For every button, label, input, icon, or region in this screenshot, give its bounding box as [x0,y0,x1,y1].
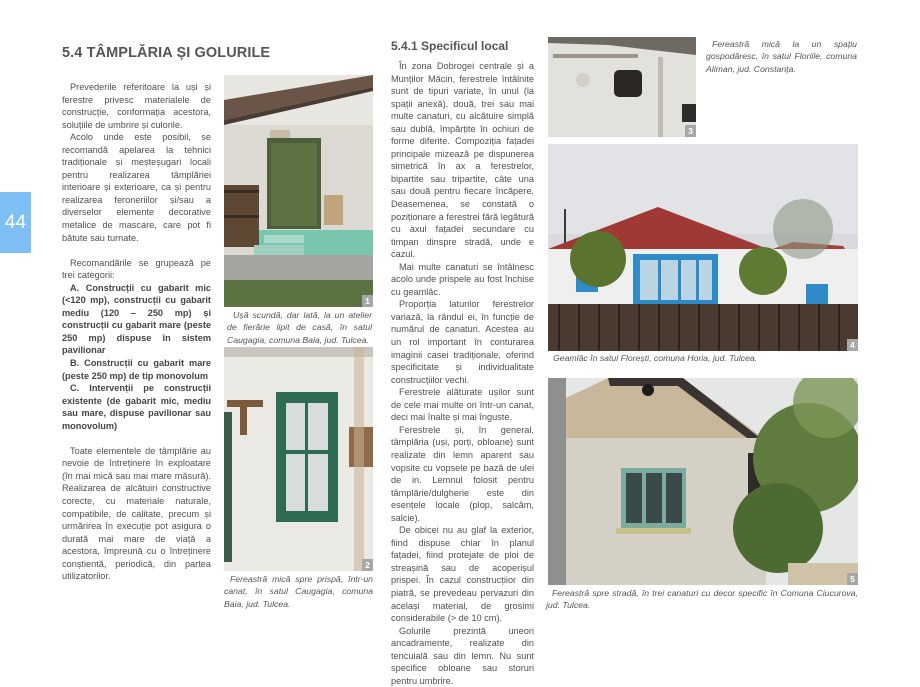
figure-2-caption: Fereastră mică spre prispă, într-un canat, în satul Caugagia, comuna Baia, jud. Tulcea. [224,574,373,609]
paragraph: Proporția laturilor ferestrelor variază, la rândul ei, în funcție de numărul de canaturi. Acestea au un rol important în conturarea imaginii casei tradiționale, oferind specificitate și individualitate construcțiilor vechi. [391,299,534,385]
figure-3-photo [548,37,696,137]
subsection-title: 5.4.1 Specificul local [391,39,509,53]
figure-number: 5 [847,573,858,585]
page-number-tab [0,192,31,253]
page-number: 44 [4,211,27,233]
section-title: 5.4 TÂMPLĂRIA ȘI GOLURILE [62,45,271,61]
category-c: C. Intervenții pe construcții existente (de gabarit mic, mediu sau mare, dispuse pavilionar sau monovolum) [62,383,211,431]
paragraph: Recomandările se grupează pe trei categorii: [62,257,211,281]
figure-5-photo [548,378,858,585]
category-a: A. Construcții cu gabarit mic (<120 mp), construcții cu gabarit mediu (120 – 250 mp) și construcții cu gabarit mare (peste 250 mp) dispuse în sistem pavilionar [62,282,211,356]
figure-2-photo [224,347,373,571]
figure-4-photo [548,144,858,351]
paragraph: Prevederile referitoare la uși și ferestre privesc materialele de construcție, conformația acestora, soluțiile de umbrire și culorile. [62,82,211,130]
paragraph: Mai multe canaturi se întâlnesc acolo unde prispele au fost închise cu geamlâc. [391,261,534,297]
figure-number: 3 [685,125,696,137]
figure-3-caption: Fereastră mică la un spațiu gospodăresc, în satul Floriile, comuna Aliman, jud. Constanța. [706,39,857,74]
figure-1-photo [224,75,373,307]
house-photo-icon [548,144,858,351]
figure-number: 2 [362,559,373,571]
figure-4-caption: Geamlâc în satul Florești, comuna Horia, jud. Tulcea. [553,353,758,363]
paragraph: În zona Dobrogei centrale și a Munților Măcin, ferestrele întâlnite sunt de tipuri variate, în unul (la spații anexă), două, trei sau mai multe canaturi, cu alcătuire simplă sau dublă, împărțite în ochiuri de forme diferite. Compoziția fațadei principale mizează pe dispunerea simetrică în ax a ferestrelor, bipartite sau tripartite, câte una sau două pentru fiecare încăpere. Deasemenea, se constată o poziționare a ferestrei fără legătură cu axul fațadei secundare cu timpan dinspre stradă, unde e cazul. [391,61,534,260]
paragraph: Ferestrele alăturate ușilor sunt de cele mai multe ori într-un canat, deci mai înalte și mai înguste. [391,387,534,423]
middle-text-column [391,60,534,687]
paragraph: Toate elementele de tâmplărie au nevoie de întreținere în exploatare (în mai mică sau mai mare măsură). Realizarea de alcătuiri constructive corecte, cu materiale naturale, compatibile, de calitate, precum și urmărirea în execuție pot asigura o durată mai mare de viață a acestora, împreună cu o întreținere conștientă, periodică, din partea utilizatorilor. [62,445,211,582]
figure-1-caption: Ușă scundă, dar lată, la un atelier de fierărie lipit de casă, în satul Caugagia, comuna Baia, jud. Tulcea. [227,310,372,345]
three-panel-window-photo-icon [548,378,858,585]
figure-number: 1 [362,295,373,307]
door-photo-icon [224,75,373,307]
left-text-column [62,81,211,583]
paragraph: Acolo unde este posibil, se recomandă apelarea la tehnici tradiționale și meșteșugari locali pentru realizarea tâmplăriei interioare și exterioare, ca și pentru realizarea feroneriilor și/sau a diverselor elemente decorative metalice de mascare, care pot fi bătute sau turnate. [62,132,211,243]
category-b: B. Construcții cu gabarit mare (peste 250 mp) de tip monovolum [62,357,211,381]
figure-5-caption: Fereastră spre stradă, în trei canaturi cu decor specific în Comuna Ciucurova, jud. Tulcea. [546,588,858,611]
window-photo-icon [224,347,373,571]
small-window-photo-icon [548,37,696,137]
paragraph: De obicei nu au glaf la exterior, fiind dispuse chiar în planul fațadei, fiind protejate de ploi de streașină sau de acoperișul prispei. În cazul construcțiior din piatră, se prevedeau pervazuri din același material, de grosimi considerabile (> de 10 cm). [391,525,534,624]
figure-number: 4 [847,339,858,351]
paragraph: Ferestrele și, în general, tâmplăria (uși, porți, obloane) sunt realizate din lemn aparent sau vopsite cu vopsele pe bază de ulei de in. Lemnul folosit pentru tâmplărie/dulgherie este din esențele locale (plop, salcâm, salcie). [391,424,534,523]
paragraph: Golurile prezintă uneori ancadramente, realizate din tencuială sau din lemn. Nu sunt specifice obloane sau storuri pentru umbrire. [391,625,534,686]
